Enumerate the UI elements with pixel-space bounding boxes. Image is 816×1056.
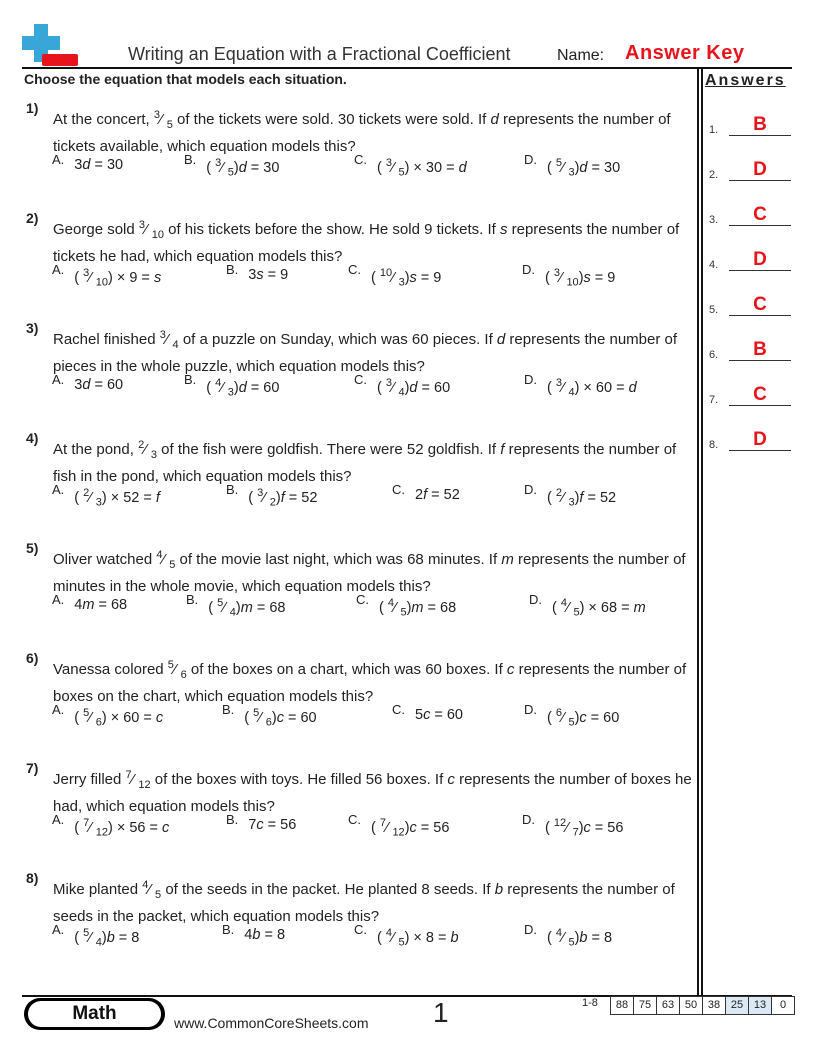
- answer-option: [354, 372, 450, 399]
- answer-key-label: Answer Key: [625, 42, 745, 64]
- answer-option: [52, 922, 139, 949]
- name-label: Name:: [557, 47, 605, 64]
- option-equation: ( $^2$⁄ $_3$)f = 52: [547, 487, 617, 509]
- answers-heading: Answers: [705, 72, 786, 89]
- answer-value: B: [753, 339, 767, 360]
- option-equation: ( $^5$⁄ $_3$)d = 30: [547, 157, 621, 179]
- answer-option: [226, 482, 317, 509]
- option-letter: C.: [354, 372, 367, 387]
- answer-option: [354, 152, 467, 179]
- answer-option: [524, 922, 612, 949]
- question-text: Vanessa colored $^5$⁄ $_6$ of the boxes on a chart, which was 60 boxes. If c represents the number of boxes on the chart, which equation models this?: [53, 659, 687, 705]
- score-cell: 88: [611, 997, 634, 1014]
- question-text: At the pond, $^2$⁄ $_3$ of the fish were goldfish. There were 52 goldfish. If f represents the number of fish in the pond, which equation models this?: [53, 439, 677, 485]
- question-number: 4): [26, 430, 39, 446]
- answer-number: 8.: [709, 439, 719, 451]
- question-text: Rachel finished $^3$⁄ $_4$ of a puzzle on Sunday, which was 60 pieces. If d represents the number of pieces in the whole puzzle, which equation models this?: [53, 329, 678, 375]
- answer-option: [52, 152, 123, 173]
- option-letter: D.: [529, 592, 542, 607]
- answer-number: 3.: [709, 214, 719, 226]
- score-cell: 25: [726, 997, 749, 1014]
- instructions: Choose the equation that models each situation.: [24, 71, 347, 87]
- score-cell: 13: [749, 997, 772, 1014]
- website-url: www.CommonCoreSheets.com: [174, 1015, 369, 1031]
- answer-line: [729, 270, 791, 271]
- score-range: 1-8: [582, 997, 598, 1009]
- option-equation: ( $^6$⁄ $_5$)c = 60: [547, 707, 620, 729]
- worksheet-title: Writing an Equation with a Fractional Coefficient: [128, 44, 511, 64]
- answer-value: C: [753, 294, 767, 315]
- answer-option: [52, 812, 169, 839]
- answer-value: D: [753, 429, 767, 450]
- answer-option: [52, 702, 163, 729]
- score-cell: 63: [657, 997, 680, 1014]
- option-letter: A.: [52, 702, 65, 717]
- option-equation: ( $^3$⁄ $_4$) × 60 = d: [547, 377, 637, 399]
- answer-line: [729, 225, 791, 226]
- option-letter: D.: [524, 702, 537, 717]
- option-equation: ( $^4$⁄ $_5$) × 8 = b: [377, 927, 459, 949]
- question-text: Jerry filled $^7$⁄ $_{12}$ of the boxes with toys. He filled 56 boxes. If c represents the number of boxes he had, which equation models this?: [53, 769, 692, 815]
- answer-option: [524, 372, 637, 399]
- option-equation: 3d = 60: [74, 377, 124, 393]
- option-letter: A.: [52, 152, 65, 167]
- question-text: At the concert, $^3$⁄ $_5$ of the tickets were sold. 30 tickets were sold. If d represents the number of tickets available, which equation models this?: [53, 109, 671, 155]
- answer-value: D: [753, 159, 767, 180]
- answer-option: [222, 702, 317, 729]
- answer-value: B: [753, 114, 767, 135]
- option-letter: C.: [392, 702, 405, 717]
- option-letter: C.: [354, 152, 367, 167]
- option-equation: ( $^3$⁄ $_{10}$)s = 9: [545, 267, 616, 289]
- option-letter: B.: [222, 922, 235, 937]
- answer-option: [226, 262, 288, 283]
- option-equation: ( $^4$⁄ $_5$)m = 68: [379, 597, 457, 619]
- option-letter: A.: [52, 372, 65, 387]
- option-letter: D.: [524, 152, 537, 167]
- answer-row: [709, 292, 793, 316]
- option-letter: D.: [522, 262, 535, 277]
- answer-option: [52, 372, 123, 393]
- score-table: [610, 996, 795, 1015]
- plus-minus-logo-icon: [20, 22, 80, 70]
- answer-option: [392, 702, 463, 723]
- question-number: 5): [26, 540, 39, 556]
- answer-value: C: [753, 384, 767, 405]
- option-letter: C.: [348, 262, 361, 277]
- answer-row: [709, 112, 793, 136]
- option-letter: B.: [226, 482, 239, 497]
- option-equation: ( $^5$⁄ $_6$)c = 60: [244, 707, 317, 729]
- answer-option: [226, 812, 296, 833]
- answer-option: [184, 372, 279, 399]
- option-equation: ( $^4$⁄ $_5$) × 68 = m: [552, 597, 646, 619]
- option-equation: ( $^5$⁄ $_6$) × 60 = c: [74, 707, 164, 729]
- option-letter: A.: [52, 262, 65, 277]
- option-letter: B.: [222, 702, 235, 717]
- option-equation: ( $^5$⁄ $_4$)m = 68: [208, 597, 286, 619]
- score-cell: 0: [779, 999, 787, 1011]
- answer-option: [222, 922, 285, 943]
- answer-column-border-left: [697, 68, 699, 996]
- option-equation: ( $^3$⁄ $_2$)f = 52: [248, 487, 318, 509]
- option-letter: C.: [348, 812, 361, 827]
- option-letter: B.: [226, 812, 239, 827]
- header-divider: [22, 67, 792, 69]
- answer-option: [522, 812, 623, 839]
- answer-line: [729, 405, 791, 406]
- option-equation: ( $^4$⁄ $_3$)d = 60: [206, 377, 280, 399]
- answer-line: [729, 315, 791, 316]
- score-cell: 50: [680, 997, 703, 1014]
- question-number: 1): [26, 100, 39, 116]
- option-equation: ( $^3$⁄ $_5$)d = 30: [206, 157, 280, 179]
- answer-row: [709, 157, 793, 181]
- option-equation: ( $^3$⁄ $_4$)d = 60: [377, 377, 451, 399]
- answer-line: [729, 360, 791, 361]
- option-letter: B.: [184, 152, 197, 167]
- option-letter: A.: [52, 922, 65, 937]
- option-equation: ( $^3$⁄ $_5$) × 30 = d: [377, 157, 467, 179]
- option-letter: C.: [354, 922, 367, 937]
- option-equation: 2f = 52: [415, 487, 460, 503]
- option-equation: ( $^5$⁄ $_4$)b = 8: [74, 927, 140, 949]
- answer-row: [709, 247, 793, 271]
- answer-line: [729, 450, 791, 451]
- question-text: Oliver watched $^4$⁄ $_5$ of the movie last night, which was 68 minutes. If m represents the number of minutes in the whole movie, which equation models this?: [53, 549, 686, 595]
- answer-column-border-right: [701, 68, 703, 996]
- answer-option: [354, 922, 459, 949]
- score-cell: 75: [634, 997, 657, 1014]
- answer-option: [52, 262, 161, 289]
- answer-number: 7.: [709, 394, 719, 406]
- question-number: 3): [26, 320, 39, 336]
- question-number: 7): [26, 760, 39, 776]
- option-equation: ( $^4$⁄ $_5$)b = 8: [547, 927, 613, 949]
- option-equation: 3s = 9: [248, 267, 289, 283]
- question-number: 2): [26, 210, 39, 226]
- option-letter: A.: [52, 482, 65, 497]
- option-equation: 7c = 56: [248, 817, 297, 833]
- option-equation: ( $^{12}$⁄ $_7$)c = 56: [545, 817, 624, 839]
- option-equation: ( $^{10}$⁄ $_3$)s = 9: [371, 267, 442, 289]
- option-letter: C.: [356, 592, 369, 607]
- option-equation: 4m = 68: [74, 597, 128, 613]
- option-equation: 5c = 60: [415, 707, 463, 723]
- answer-row: [709, 427, 793, 451]
- option-equation: ( $^7$⁄ $_{12}$)c = 56: [371, 817, 450, 839]
- option-equation: ( $^7$⁄ $_{12}$) × 56 = c: [74, 817, 170, 839]
- answer-value: D: [753, 249, 767, 270]
- question-text: George sold $^3$⁄ $_{10}$ of his tickets before the show. He sold 9 tickets. If s represents the number of tickets he had, which equation models this?: [53, 219, 680, 265]
- answer-option: [348, 262, 441, 289]
- option-letter: A.: [52, 592, 65, 607]
- answer-number: 4.: [709, 259, 719, 271]
- answer-option: [524, 152, 620, 179]
- option-letter: B.: [184, 372, 197, 387]
- option-letter: D.: [524, 482, 537, 497]
- question-number: 8): [26, 870, 39, 886]
- score-cell: 38: [703, 997, 726, 1014]
- answer-option: [524, 702, 619, 729]
- option-equation: 4b = 8: [244, 927, 286, 943]
- subject-badge: [24, 998, 165, 1030]
- option-letter: D.: [524, 922, 537, 937]
- answer-row: [709, 202, 793, 226]
- answer-number: 1.: [709, 124, 719, 136]
- answer-option: [524, 482, 616, 509]
- answer-option: [392, 482, 460, 503]
- answer-option: [52, 482, 160, 509]
- page-number: 1: [433, 997, 449, 1028]
- answer-option: [184, 152, 279, 179]
- option-letter: A.: [52, 812, 65, 827]
- answer-number: 2.: [709, 169, 719, 181]
- option-equation: 3d = 30: [74, 157, 124, 173]
- question-text: Mike planted $^4$⁄ $_5$ of the seeds in the packet. He planted 8 seeds. If b represents the number of seeds in the packet, which equation models this?: [53, 879, 675, 925]
- answer-option: [52, 592, 127, 613]
- option-letter: B.: [226, 262, 239, 277]
- option-letter: B.: [186, 592, 199, 607]
- answer-row: [709, 337, 793, 361]
- answer-option: [522, 262, 615, 289]
- option-letter: D.: [522, 812, 535, 827]
- answer-number: 5.: [709, 304, 719, 316]
- option-letter: D.: [524, 372, 537, 387]
- option-equation: ( $^3$⁄ $_{10}$) × 9 = s: [74, 267, 162, 289]
- option-equation: ( $^2$⁄ $_3$) × 52 = f: [74, 487, 160, 509]
- answer-line: [729, 180, 791, 181]
- subject-label: Math: [28, 1001, 161, 1027]
- answer-option: [356, 592, 456, 619]
- answer-value: C: [753, 204, 767, 225]
- answer-option: [348, 812, 449, 839]
- question-number: 6): [26, 650, 39, 666]
- answer-option: [186, 592, 285, 619]
- answer-number: 6.: [709, 349, 719, 361]
- answer-line: [729, 135, 791, 136]
- answer-option: [529, 592, 646, 619]
- option-letter: C.: [392, 482, 405, 497]
- answer-row: [709, 382, 793, 406]
